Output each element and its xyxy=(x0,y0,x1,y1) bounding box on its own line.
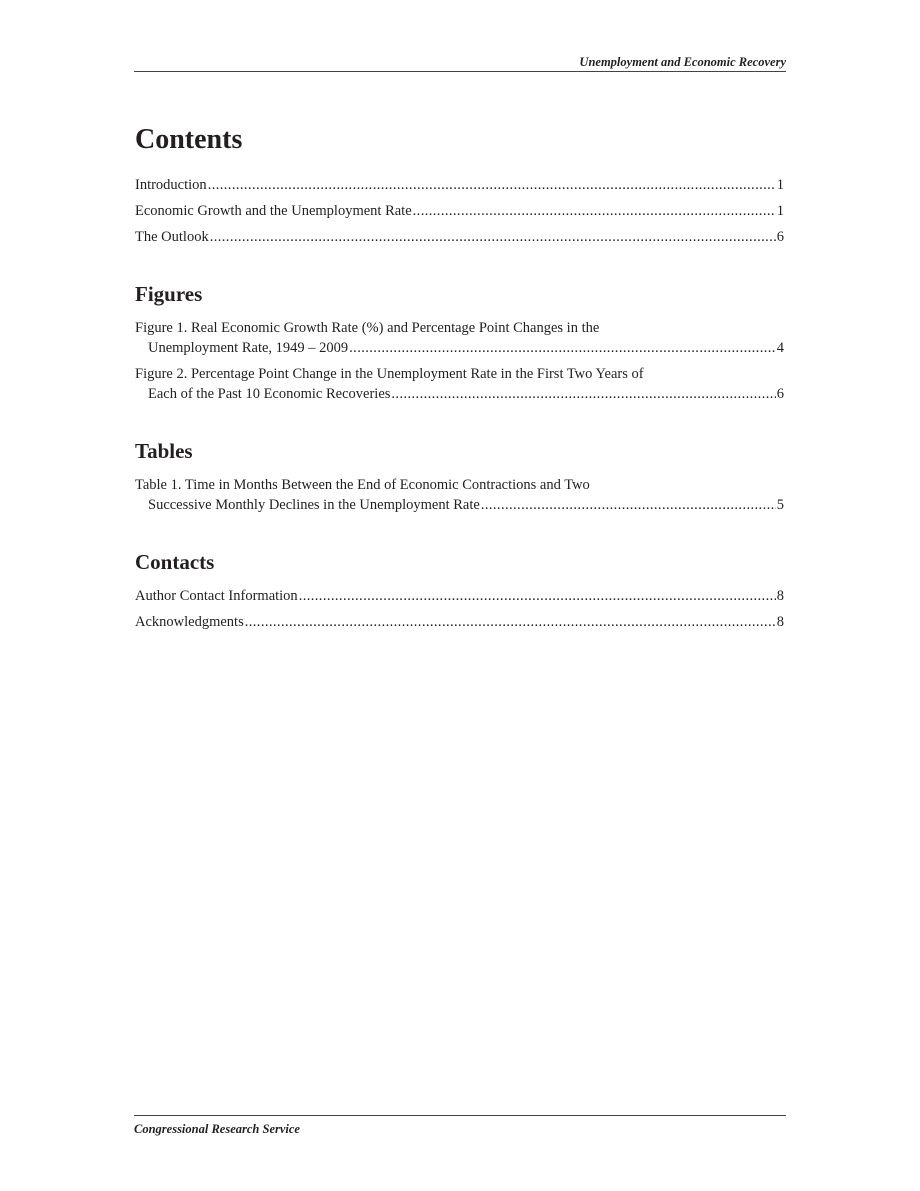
dot-leader xyxy=(413,202,776,221)
tables-heading: Tables xyxy=(135,439,193,463)
dot-leader xyxy=(391,385,775,405)
toc-entry-page: 1 xyxy=(776,203,784,219)
toc-entry-introduction[interactable] xyxy=(135,176,784,195)
toc-entry-page: 8 xyxy=(776,588,784,604)
dot-leader xyxy=(245,613,776,632)
figures-section xyxy=(135,281,784,404)
contents-section xyxy=(135,122,784,247)
toc-entry-acknowledgments[interactable] xyxy=(135,613,784,632)
toc-entry-text: Economic Growth and the Unemployment Rate xyxy=(135,203,412,219)
toc-entry-page: 1 xyxy=(776,177,784,193)
running-header-title: Unemployment and Economic Recovery xyxy=(579,55,786,69)
running-footer xyxy=(134,1115,786,1137)
toc-entry-text: Successive Monthly Declines in the Unemployment Rate xyxy=(148,496,480,513)
toc-entry-author-contact[interactable] xyxy=(135,587,784,606)
dot-leader xyxy=(349,339,776,359)
running-footer-text: Congressional Research Service xyxy=(134,1122,300,1136)
toc-entry-continuation xyxy=(135,339,784,359)
toc-entry-text: Unemployment Rate, 1949 – 2009 xyxy=(148,339,349,356)
toc-entry-outlook[interactable] xyxy=(135,228,784,247)
table-of-contents xyxy=(135,122,784,666)
toc-entry-text: Introduction xyxy=(135,177,207,193)
running-header xyxy=(134,55,786,72)
toc-entry-page: 8 xyxy=(776,614,784,630)
toc-entry-text: Author Contact Information xyxy=(135,588,298,604)
toc-entry-continuation xyxy=(135,496,784,516)
toc-entry-figure-1[interactable] xyxy=(135,319,784,358)
toc-entry-text: Acknowledgments xyxy=(135,614,244,630)
toc-entry-figure-2[interactable] xyxy=(135,365,784,404)
toc-entry-economic-growth[interactable] xyxy=(135,202,784,221)
tables-section xyxy=(135,438,784,515)
toc-entry-text: Figure 2. Percentage Point Change in the Unemployment Rate in the First Two Years of xyxy=(135,366,644,382)
toc-entry-page: 6 xyxy=(776,385,784,402)
dot-leader xyxy=(481,496,776,516)
toc-entry-table-1[interactable] xyxy=(135,476,784,515)
toc-entry-text: Figure 1. Real Economic Growth Rate (%) and Percentage Point Changes in the xyxy=(135,320,600,336)
toc-entry-text: Each of the Past 10 Economic Recoveries xyxy=(148,385,391,402)
toc-entry-page: 4 xyxy=(776,339,784,356)
contacts-heading: Contacts xyxy=(135,550,215,574)
toc-entry-text: Table 1. Time in Months Between the End of Economic Contractions and Two xyxy=(135,477,590,493)
toc-entry-text: The Outlook xyxy=(135,229,209,245)
toc-entry-continuation xyxy=(135,385,784,405)
dot-leader xyxy=(299,587,776,606)
contents-heading: Contents xyxy=(135,124,243,155)
toc-entry-page: 5 xyxy=(776,496,784,513)
toc-entry-page: 6 xyxy=(776,229,784,245)
dot-leader xyxy=(208,176,776,195)
contacts-section xyxy=(135,549,784,632)
figures-heading: Figures xyxy=(135,282,203,306)
dot-leader xyxy=(210,228,776,247)
